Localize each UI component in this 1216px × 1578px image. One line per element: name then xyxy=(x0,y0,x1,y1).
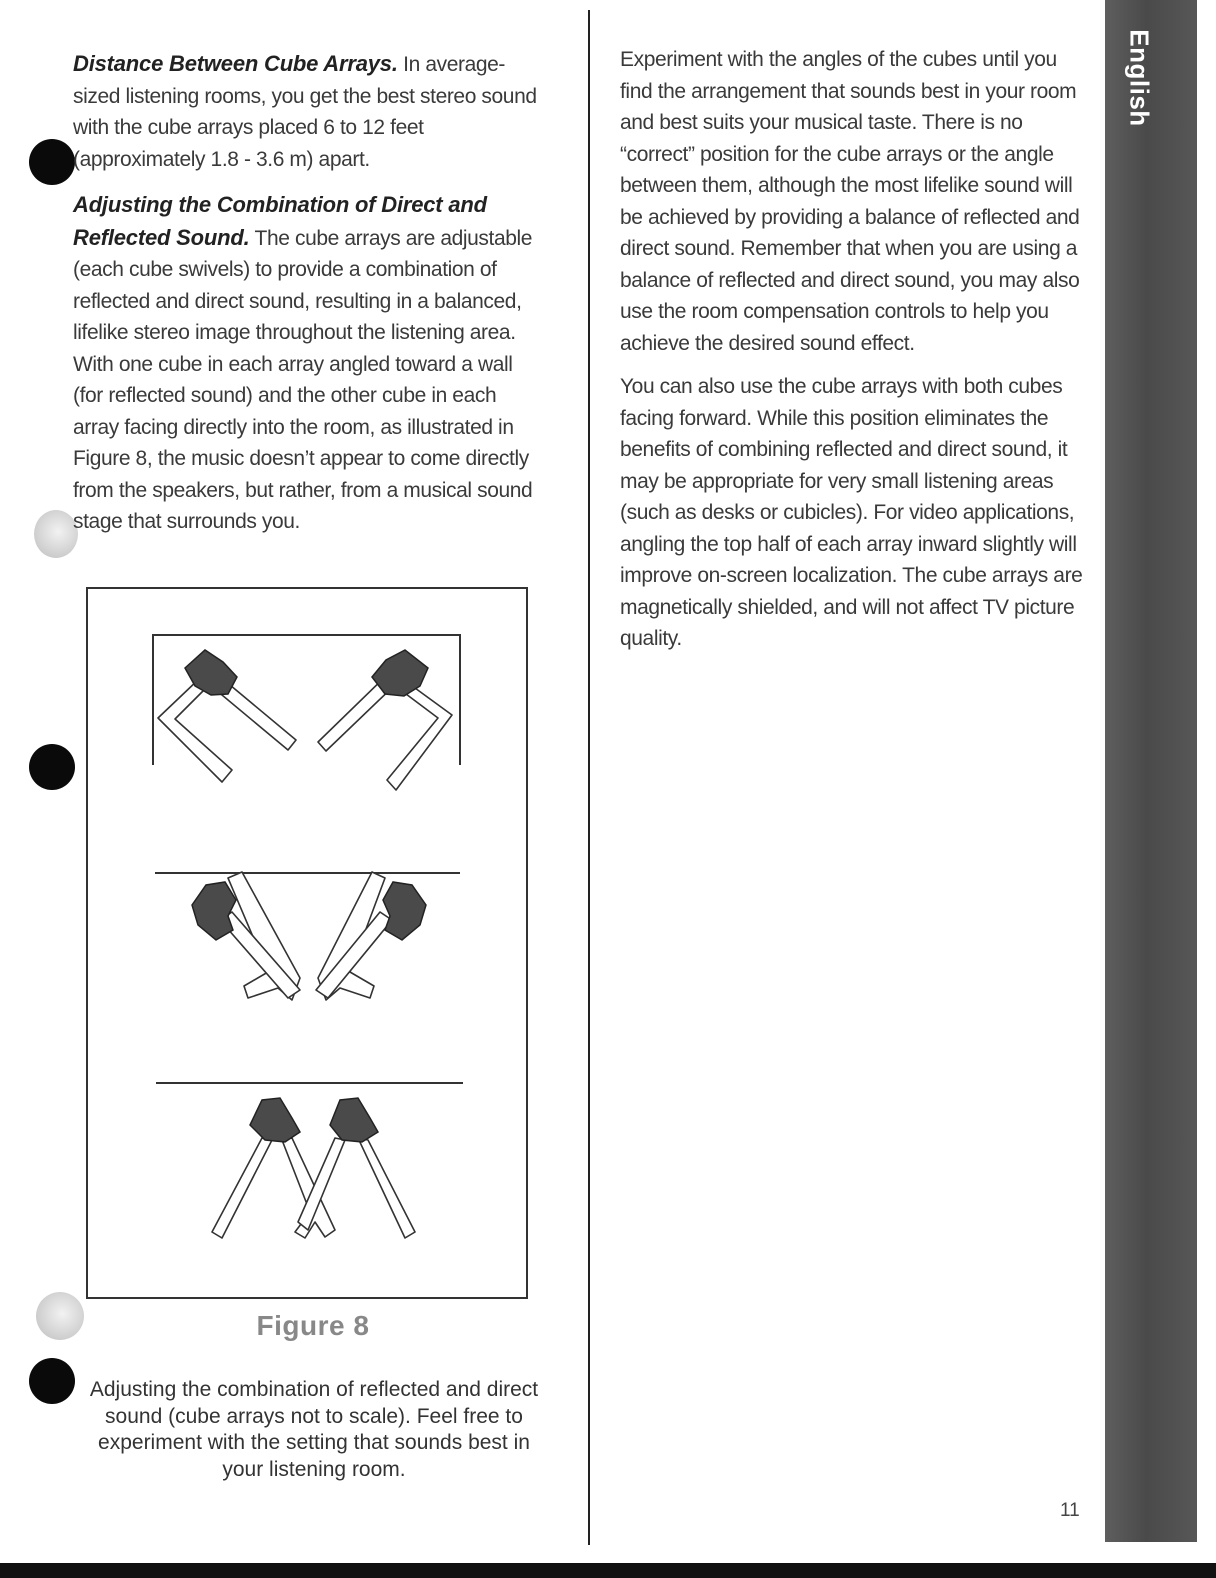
language-label: English xyxy=(1124,29,1155,127)
sound-beam xyxy=(358,1138,415,1238)
speaker-cube xyxy=(192,882,236,940)
figure-caption: Adjusting the combination of reflected and direct sound (cube arrays not to scale). Feel free to experiment with the setting that sounds best in your listening room. xyxy=(89,1378,539,1481)
language-sidebar xyxy=(1105,0,1197,1542)
paragraph-text: The cube arrays are adjustable (each cube swivels) to provide a combination of reflected and direct sound, resulting in a balanced, lifelike stereo image throughout the listening area. With one cube in each array angled toward a wall (for reflected sound) and the other cube in each array facing directly into the room, as illustrated in Figure 8, the music doesn’t appear to come directly from the speakers, but rather, from a musical sound stage that surrounds you. xyxy=(73,226,533,533)
scan-edge xyxy=(0,1563,1216,1578)
speaker-cube xyxy=(383,882,426,940)
sound-beam xyxy=(387,680,452,790)
punch-hole xyxy=(29,1358,75,1404)
speaker-cube xyxy=(330,1098,378,1142)
paragraph-experiment-angles: Experiment with the angles of the cubes until you find the arrangement that sounds best in your room and best suits your musical taste. There is no “correct” position for the cube arrays or the angle between them, although the most lifelike sound will be achieved by providing a balance of reflected and direct sound. Remember that when you are using a balance of reflected and direct sound, you may also use the room compensation controls to help you achieve the desired sound effect. xyxy=(620,48,1080,355)
right-column xyxy=(620,44,1090,667)
paragraph-text: In average-sized listening rooms, you get the best stereo sound with the cube arrays placed 6 to 12 feet (approximately 1.8 - 3.6 m) apart. xyxy=(73,53,537,171)
figure-8-illustration xyxy=(0,0,600,1310)
heading-cube-distance: Distance Between Cube Arrays. xyxy=(73,51,398,76)
paragraph-forward-facing: You can also use the cube arrays with both cubes facing forward. While this position eliminates the benefits of combining reflected and direct sound, it may be appropriate for very small listening areas (such as desks or cubicles). For video applications, angling the top half of each array inward slightly will improve on-screen localization. The cube arrays are magnetically shielded, and will not affect TV picture quality. xyxy=(620,375,1083,650)
language-tab xyxy=(1122,18,1156,138)
figure-title: Figure 8 xyxy=(256,1310,370,1341)
heading-direct-reflected: Adjusting the Combination of Direct and Reflected Sound. xyxy=(73,192,487,250)
speaker-cube xyxy=(372,650,428,696)
speaker-cube xyxy=(250,1098,300,1142)
page-number: 11 xyxy=(1060,1500,1080,1521)
sound-beam xyxy=(212,1138,272,1238)
